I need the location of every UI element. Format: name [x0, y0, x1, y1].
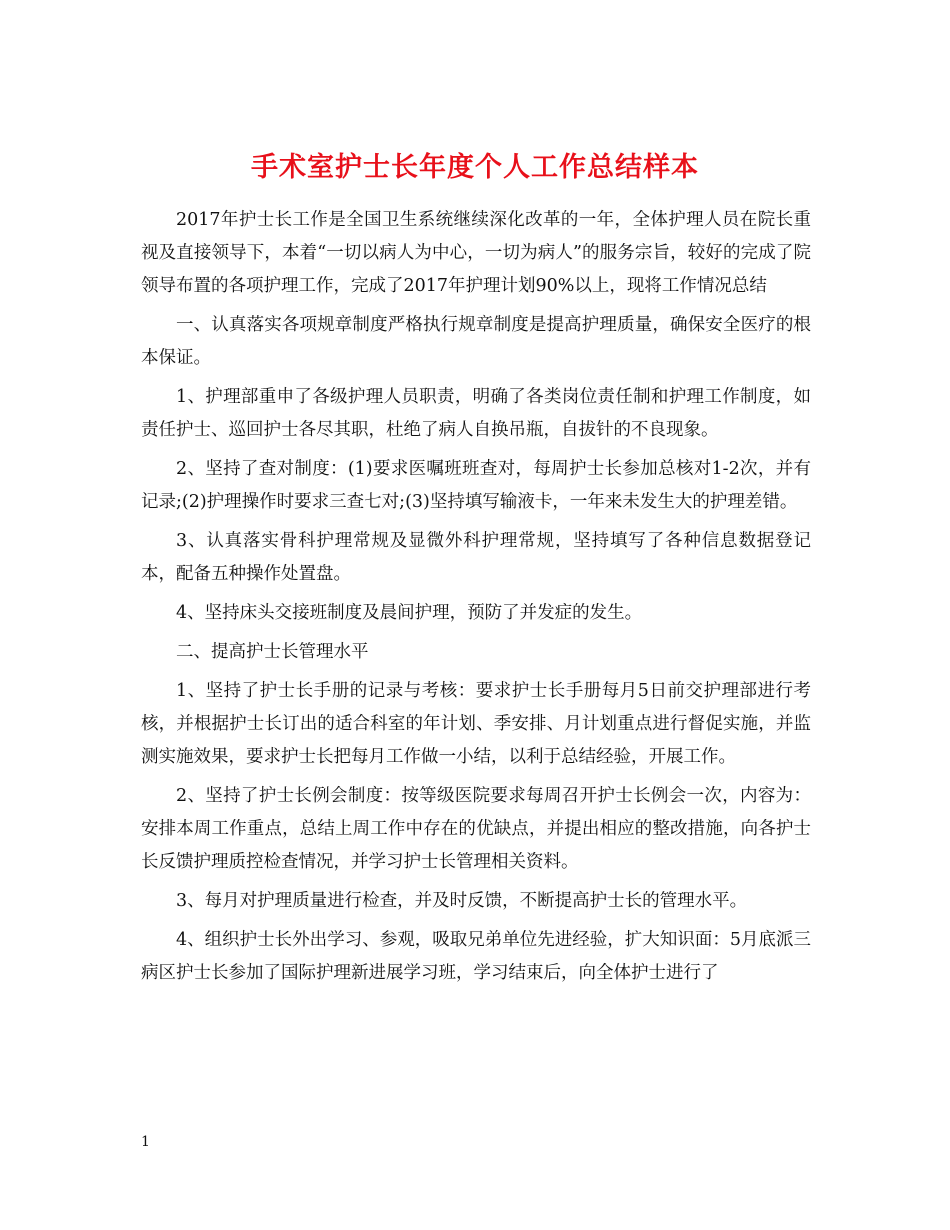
paragraph-section-2-heading: 二、提高护士长管理水平: [176, 642, 369, 662]
paragraph-item: 4、组织护士长外出学习、参观，吸取兄弟单位先进经验，扩大知识面：5月底派三病区护士长参加了国际护理新进展学习班，学习结束后，向全体护士进行了: [141, 930, 811, 983]
paragraph-item: 2、坚持了查对制度：(1)要求医嘱班班查对，每周护士长参加总核对1-2次，并有记录;(2)护理操作时要求三查七对;(3)坚持填写输液卡，一年来未发生大的护理差错。: [141, 459, 811, 512]
paragraph-item: 3、每月对护理质量进行检查，并及时反馈，不断提高护士长的管理水平。: [176, 891, 748, 911]
document-title: 手术室护士长年度个人工作总结样本: [251, 152, 699, 184]
paragraph-item: 4、坚持床头交接班制度及晨间护理，预防了并发症的发生。: [176, 603, 643, 623]
paragraph-item: 1、坚持了护士长手册的记录与考核：要求护士长手册每月5日前交护理部进行考核，并根据护士长订出的适合科室的年计划、季安排、月计划重点进行督促实施，并监测实施效果，要求护士长把每月工作做一小结，以利于总结经验，开展工作。: [141, 681, 811, 767]
paragraph-item: 3、认真落实骨科护理常规及显微外科护理常规，坚持填写了各种信息数据登记本，配备五种操作处置盘。: [141, 531, 811, 584]
paragraph-section-1-heading: 一、认真落实各项规章制度严格执行规章制度是提高护理质量，确保安全医疗的根本保证。: [141, 315, 811, 368]
page-number: 1: [141, 1134, 150, 1150]
paragraph-intro: 2017年护士长工作是全国卫生系统继续深化改革的一年，全体护理人员在院长重视及直接领导下，本着“一切以病人为中心，一切为病人”的服务宗旨，较好的完成了院领导布置的各项护理工作，完成了2017年护理计划90%以上，现将工作情况总结: [141, 210, 811, 296]
paragraph-item: 1、护理部重申了各级护理人员职责，明确了各类岗位责任制和护理工作制度，如责任护士、巡回护士各尽其职，杜绝了病人自换吊瓶，自拔针的不良现象。: [141, 387, 811, 440]
paragraph-item: 2、坚持了护士长例会制度：按等级医院要求每周召开护士长例会一次，内容为：安排本周工作重点，总结上周工作中存在的优缺点，并提出相应的整改措施，向各护士长反馈护理质控检查情况，并学习护士长管理相关资料。: [141, 786, 811, 872]
document-body: [141, 204, 811, 996]
